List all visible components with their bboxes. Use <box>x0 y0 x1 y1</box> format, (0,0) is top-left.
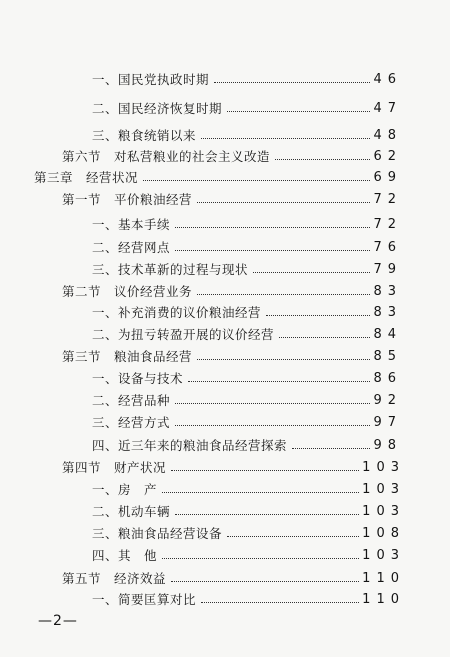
toc-entry-label: 二、机动车辆 <box>92 504 171 519</box>
dot-leader <box>201 601 359 603</box>
toc-entry-label: 二、为扭亏转盈开展的议价经营 <box>92 327 275 342</box>
dot-leader <box>171 580 359 582</box>
toc-entry-label: 一、国民党执政时期 <box>92 72 210 87</box>
dot-leader <box>143 179 370 181</box>
toc-entry-label: 第五节 经济效益 <box>62 571 167 586</box>
toc-entry-label: 一、设备与技术 <box>92 371 184 386</box>
dot-leader <box>292 447 370 449</box>
toc-entry-label: 四、其 他 <box>92 548 158 563</box>
dot-leader <box>197 293 370 295</box>
toc-entry-page: 98 <box>373 438 402 453</box>
toc-entry <box>62 567 405 587</box>
dot-leader <box>162 491 359 493</box>
toc-entry-label: 二、经营网点 <box>92 240 171 255</box>
toc-entry-page: 62 <box>373 149 402 164</box>
toc-entry-label: 二、经营品种 <box>92 393 171 408</box>
toc-entry <box>92 236 402 256</box>
toc-entry-page: 76 <box>373 240 402 255</box>
toc-entry <box>92 588 405 608</box>
toc-entry-page: 103 <box>362 548 405 563</box>
dot-leader <box>275 158 370 160</box>
toc-entry-page: 86 <box>373 371 402 386</box>
toc-entry-page: 103 <box>362 482 405 497</box>
toc-entry-label: 第六节 对私营粮业的社会主义改造 <box>62 149 271 164</box>
dot-leader <box>197 201 370 203</box>
dot-leader <box>266 314 370 316</box>
toc-entry <box>92 301 402 321</box>
toc-entry <box>92 97 402 117</box>
toc-entry-label: 第三节 粮油食品经营 <box>62 349 193 364</box>
toc-entry-page: 79 <box>373 262 402 277</box>
toc-entry-page: 83 <box>373 284 402 299</box>
toc-entry <box>62 456 405 476</box>
toc-entry-label: 三、粮食统销以来 <box>92 128 197 143</box>
toc-entry-page: 103 <box>362 460 405 475</box>
dot-leader <box>201 137 370 139</box>
dot-leader <box>253 271 370 273</box>
toc-entry-label: 一、补充消费的议价粮油经营 <box>92 305 262 320</box>
page-number-footer: —2— <box>38 613 78 629</box>
dot-leader <box>175 226 370 228</box>
toc-entry <box>92 389 402 409</box>
toc-entry-page: 69 <box>373 170 402 185</box>
toc-entry-page: 92 <box>373 393 402 408</box>
toc-entry <box>92 68 402 88</box>
toc-entry <box>92 213 402 233</box>
toc-entry-label: 一、房 产 <box>92 482 158 497</box>
toc-entry-page: 47 <box>373 101 402 116</box>
toc-entry-page: 110 <box>362 592 405 607</box>
toc-entry <box>92 434 402 454</box>
toc-entry-label: 第三章 经营状况 <box>34 170 139 185</box>
toc-entry <box>92 544 405 564</box>
toc-entry <box>92 522 405 542</box>
toc-entry-page: 72 <box>373 217 402 232</box>
dot-leader <box>279 336 370 338</box>
dot-leader <box>175 402 370 404</box>
dot-leader <box>188 380 370 382</box>
toc-entry <box>92 478 405 498</box>
toc-entry-page: 83 <box>373 305 402 320</box>
toc-entry-label: 四、近三年来的粮油食品经营探索 <box>92 438 288 453</box>
dot-leader <box>227 535 359 537</box>
toc-entry-label: 三、粮油食品经营设备 <box>92 526 223 541</box>
dot-leader <box>175 424 370 426</box>
toc-entry <box>62 280 402 300</box>
toc-entry <box>92 124 402 144</box>
toc-entry-label: 第一节 平价粮油经营 <box>62 192 193 207</box>
toc-entry-page: 48 <box>373 128 402 143</box>
dot-leader <box>214 81 370 83</box>
toc-entry-page: 84 <box>373 327 402 342</box>
dot-leader <box>197 358 370 360</box>
toc-entry-page: 72 <box>373 192 402 207</box>
toc-entry-label: 二、国民经济恢复时期 <box>92 101 223 116</box>
toc-entry-label: 一、简要匡算对比 <box>92 592 197 607</box>
toc-entry-page: 103 <box>362 504 405 519</box>
toc-entry <box>62 188 402 208</box>
toc-entry <box>62 145 402 165</box>
dot-leader <box>227 110 370 112</box>
toc-entry <box>92 500 405 520</box>
dot-leader <box>175 513 359 515</box>
toc-entry-label: 第四节 财产状况 <box>62 460 167 475</box>
toc-entry <box>92 323 402 343</box>
toc-entry <box>34 166 402 186</box>
toc-entry-page: 46 <box>373 72 402 87</box>
toc-entry-label: 三、技术革新的过程与现状 <box>92 262 249 277</box>
toc-entry-page: 108 <box>362 526 405 541</box>
toc-entry-label: 三、经营方式 <box>92 415 171 430</box>
toc-entry <box>92 367 402 387</box>
toc-entry <box>92 411 402 431</box>
toc-entry <box>62 345 402 365</box>
dot-leader <box>175 249 370 251</box>
toc-entry-label: 第二节 议价经营业务 <box>62 284 193 299</box>
toc-entry-page: 85 <box>373 349 402 364</box>
toc-entry-label: 一、基本手续 <box>92 217 171 232</box>
toc-entry <box>92 258 402 278</box>
dot-leader <box>171 469 359 471</box>
toc-entry-page: 97 <box>373 415 402 430</box>
toc-entry-page: 110 <box>362 571 405 586</box>
dot-leader <box>162 557 359 559</box>
